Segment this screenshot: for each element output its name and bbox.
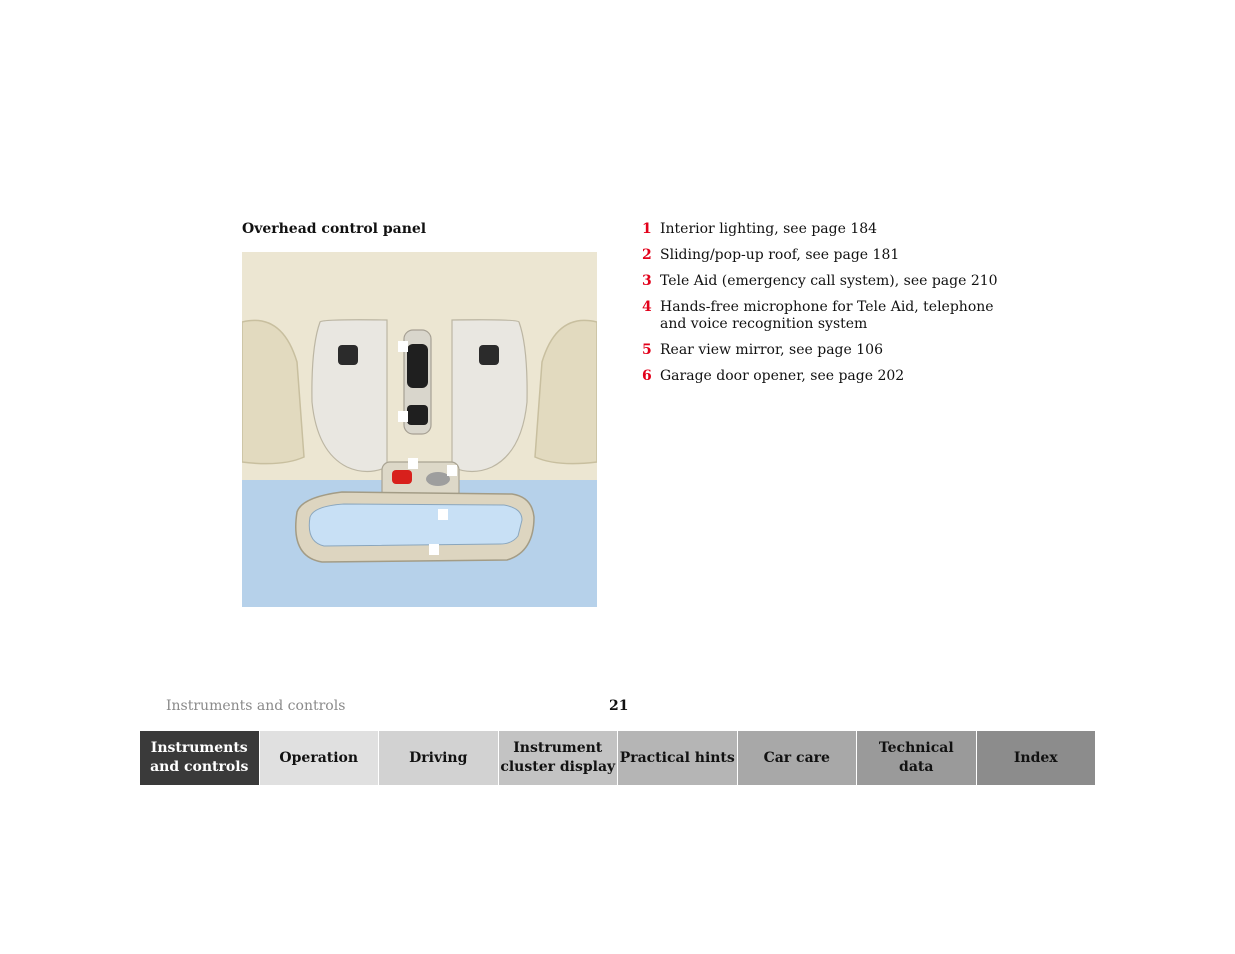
sunroof-switch (407, 344, 428, 388)
tab-operation[interactable]: Operation (260, 731, 380, 785)
overhead-panel-illustration (242, 252, 597, 607)
left-lamp-switch (338, 345, 358, 365)
garage-opener-switch (407, 405, 428, 425)
legend-number: 2 (642, 247, 652, 263)
section-title: Overhead control panel (242, 221, 427, 237)
tab-practical-hints[interactable]: Practical hints (618, 731, 738, 785)
tab-instrument-cluster-display[interactable]: Instrument cluster display (499, 731, 619, 785)
tab-car-care[interactable]: Car care (738, 731, 858, 785)
footer-section-name: Instruments and controls (166, 698, 346, 714)
legend-number: 1 (642, 221, 652, 237)
legend-number: 6 (642, 368, 652, 384)
legend-item (642, 342, 1012, 359)
callout-4 (447, 465, 457, 476)
legend-text: Hands-free microphone for Tele Aid, telephone and voice recognition system (660, 299, 994, 332)
legend-text: Tele Aid (emergency call system), see page 210 (660, 273, 998, 289)
callout-6 (429, 544, 439, 555)
rear-view-mirror-glass (309, 504, 522, 546)
legend-item (642, 368, 1012, 385)
legend-item (642, 247, 1012, 264)
tab-driving[interactable]: Driving (379, 731, 499, 785)
legend-number: 5 (642, 342, 652, 358)
legend-number: 4 (642, 299, 652, 315)
callout-2 (398, 411, 408, 422)
right-lamp-switch (479, 345, 499, 365)
legend-item (642, 273, 1012, 290)
legend-item (642, 299, 1012, 333)
callout-1 (398, 341, 408, 352)
tab-instruments-and-controls[interactable]: Instruments and controls (140, 731, 260, 785)
tab-index[interactable]: Index (977, 731, 1096, 785)
legend-text: Garage door opener, see page 202 (660, 368, 905, 384)
chapter-nav-bar (140, 731, 1095, 785)
legend-number: 3 (642, 273, 652, 289)
callout-3 (408, 458, 418, 469)
callout-5 (438, 509, 448, 520)
page-number: 21 (609, 698, 629, 714)
legend-item (642, 221, 1012, 238)
tab-technical-data[interactable]: Technical data (857, 731, 977, 785)
sos-button (392, 470, 412, 484)
legend-text: Rear view mirror, see page 106 (660, 342, 883, 358)
legend-text: Interior lighting, see page 184 (660, 221, 878, 237)
legend-list (642, 221, 1012, 394)
legend-text: Sliding/pop-up roof, see page 181 (660, 247, 900, 263)
